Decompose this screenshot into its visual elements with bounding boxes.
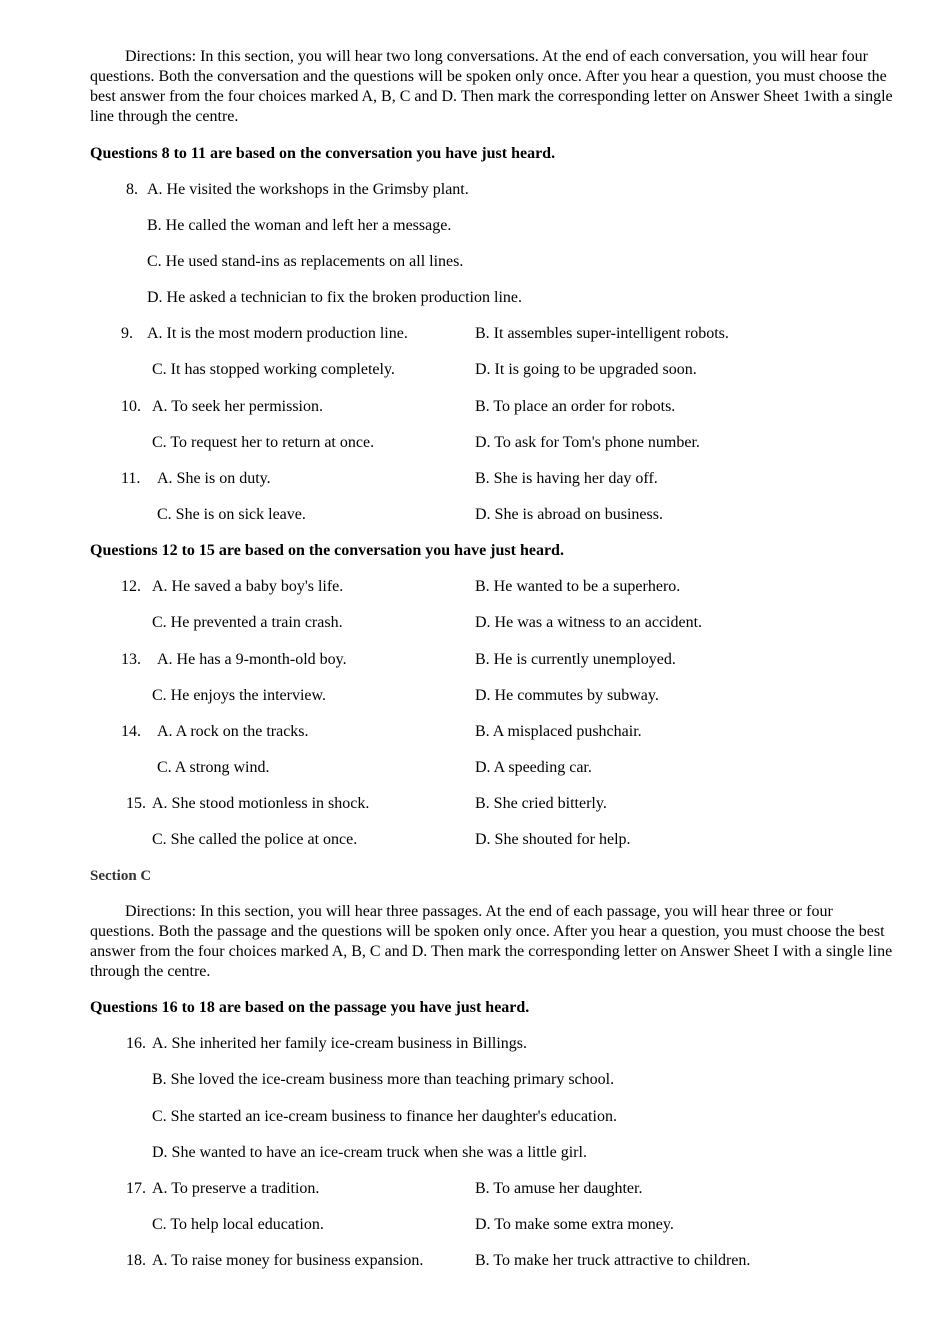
option-b: B. He called the woman and left her a message. bbox=[147, 217, 452, 234]
section-b-directions: Directions: In this section, you will hear two long conversations. At the end of each conversation, you will hear four questions. Both the conversation and the questions will be spoken only once. After you hear a question, you must choose the best answer from the four choices marked A, B, C and D. Then mark the corresponding letter on Answer Sheet 1with a single line through the centre. bbox=[90, 48, 893, 125]
questions-8-11-heading: Questions 8 to 11 are based on the conversation you have just heard. bbox=[90, 145, 556, 162]
question-number: 8. bbox=[126, 181, 138, 198]
option-a: A. She stood motionless in shock. bbox=[152, 795, 370, 812]
section-c-title: Section C bbox=[90, 868, 152, 884]
option-d: D. To make some extra money. bbox=[475, 1216, 674, 1233]
question-number: 9. bbox=[121, 325, 133, 342]
option-d: D. He was a witness to an accident. bbox=[475, 614, 703, 631]
question-number: 17. bbox=[126, 1180, 146, 1197]
option-b: B. To amuse her daughter. bbox=[475, 1180, 643, 1197]
option-a: A. To raise money for business expansion. bbox=[152, 1252, 424, 1269]
option-a: A. To preserve a tradition. bbox=[152, 1180, 320, 1197]
option-c: C. He enjoys the interview. bbox=[152, 687, 327, 704]
option-d: D. A speeding car. bbox=[475, 759, 592, 776]
option-c: C. A strong wind. bbox=[157, 759, 270, 776]
option-d: D. To ask for Tom's phone number. bbox=[475, 434, 700, 451]
question-number: 10. bbox=[121, 398, 141, 415]
questions-16-18-heading: Questions 16 to 18 are based on the passage you have just heard. bbox=[90, 999, 530, 1016]
question-number: 14. bbox=[121, 723, 141, 740]
option-a: A. A rock on the tracks. bbox=[157, 723, 309, 740]
option-b: B. It assembles super-intelligent robots. bbox=[475, 325, 729, 342]
option-a: A. It is the most modern production line. bbox=[147, 325, 408, 342]
question-number: 18. bbox=[126, 1252, 146, 1269]
question-number: 11. bbox=[121, 470, 141, 487]
option-d: D. She wanted to have an ice-cream truck when she was a little girl. bbox=[152, 1144, 587, 1161]
option-d: D. She is abroad on business. bbox=[475, 506, 663, 523]
questions-12-15-heading: Questions 12 to 15 are based on the conversation you have just heard. bbox=[90, 542, 564, 559]
option-c: C. It has stopped working completely. bbox=[152, 361, 395, 378]
option-b: B. She cried bitterly. bbox=[475, 795, 607, 812]
question-number: 16. bbox=[126, 1035, 146, 1052]
option-c: C. She called the police at once. bbox=[152, 831, 358, 848]
question-number: 13. bbox=[121, 651, 141, 668]
option-a: A. To seek her permission. bbox=[152, 398, 323, 415]
option-c: C. She is on sick leave. bbox=[157, 506, 306, 523]
option-b: B. A misplaced pushchair. bbox=[475, 723, 642, 740]
option-b: B. He wanted to be a superhero. bbox=[475, 578, 681, 595]
option-d: D. He commutes by subway. bbox=[475, 687, 659, 704]
option-a: A. He has a 9-month-old boy. bbox=[157, 651, 347, 668]
question-number: 12. bbox=[121, 578, 141, 595]
option-a: A. He visited the workshops in the Grimsby plant. bbox=[147, 181, 469, 198]
option-b: B. To make her truck attractive to children. bbox=[475, 1252, 751, 1269]
option-c: C. To help local education. bbox=[152, 1216, 324, 1233]
option-a: A. He saved a baby boy's life. bbox=[152, 578, 344, 595]
option-d: D. She shouted for help. bbox=[475, 831, 631, 848]
option-b: B. He is currently unemployed. bbox=[475, 651, 676, 668]
option-b: B. She is having her day off. bbox=[475, 470, 658, 487]
option-c: C. To request her to return at once. bbox=[152, 434, 375, 451]
option-a: A. She inherited her family ice-cream business in Billings. bbox=[152, 1035, 528, 1052]
option-c: C. She started an ice-cream business to finance her daughter's education. bbox=[152, 1108, 617, 1125]
option-c: C. He used stand-ins as replacements on all lines. bbox=[147, 253, 464, 270]
option-c: C. He prevented a train crash. bbox=[152, 614, 343, 631]
option-b: B. She loved the ice-cream business more than teaching primary school. bbox=[152, 1071, 615, 1088]
option-d: D. It is going to be upgraded soon. bbox=[475, 361, 697, 378]
option-b: B. To place an order for robots. bbox=[475, 398, 676, 415]
section-c-directions: Directions: In this section, you will hear three passages. At the end of each passage, you will hear three or four questions. Both the passage and the questions will be spoken only once. After you hear a question, you must choose the best answer from the four choices marked A, B, C and D. Then mark the corresponding letter on Answer Sheet I with a single line through the centre. bbox=[90, 903, 893, 980]
option-a: A. She is on duty. bbox=[157, 470, 271, 487]
question-number: 15. bbox=[126, 795, 146, 812]
option-d: D. He asked a technician to fix the broken production line. bbox=[147, 289, 522, 306]
